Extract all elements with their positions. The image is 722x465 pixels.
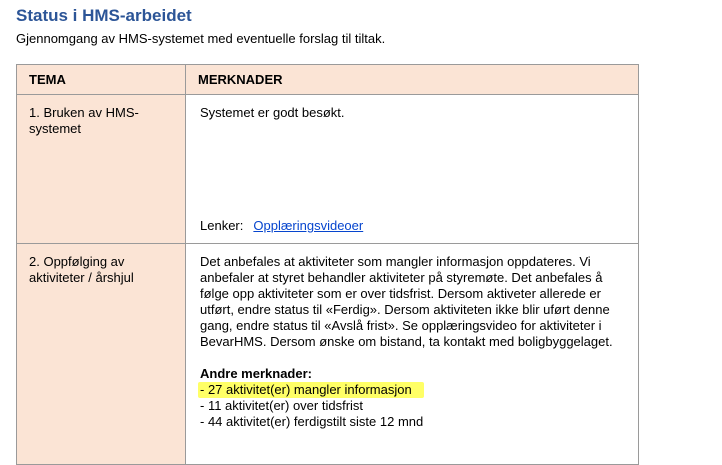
links-line <box>200 218 363 234</box>
remarks-title: Andre merknader: <box>200 366 312 381</box>
tema-cell: 1. Bruken av HMS-systemet <box>17 95 186 244</box>
merknader-cell <box>186 244 639 465</box>
training-videos-link[interactable]: Opplæringsvideoer <box>253 218 364 233</box>
remark-item: - 44 aktivitet(er) ferdigstilt siste 12 mnd <box>200 414 424 429</box>
merknader-text: Det anbefales at aktiviteter som mangler informasjon oppdateres. Vi anbefaler at styret behandler aktiviteter på styremøte. Det anbefales å følge opp aktiviteter som er over tidsfrist. Dersom aktiveter allerede er utført, endre status til «Ferdig». Dersom aktiviteten ikke blir uført denne gang, endre status til «Avslå frist». Se opplæringsvideo for aktiviteter i BevarHMS. Dersom ønske om bistand, ta kontakt med boligbyggelaget. <box>200 254 613 349</box>
table-header-row <box>17 65 639 95</box>
table-row <box>17 244 639 465</box>
remark-item <box>200 382 626 398</box>
merknader-text: Systemet er godt besøkt. <box>200 105 345 120</box>
column-header-merknader: MERKNADER <box>186 65 639 95</box>
page-title: Status i HMS-arbeidet <box>16 6 192 25</box>
hms-status-table <box>16 64 639 465</box>
links-label: Lenker: <box>200 218 244 233</box>
merknader-cell <box>186 95 639 244</box>
table-row <box>17 95 639 244</box>
highlighted-remark: - 27 aktivitet(er) mangler informasjon <box>198 382 424 398</box>
page-subtitle: Gjennomgang av HMS-systemet med eventuelle forslag til tiltak. <box>16 31 386 46</box>
tema-cell: 2. Oppfølging av aktiviteter / årshjul <box>17 244 186 465</box>
column-header-tema: TEMA <box>17 65 186 95</box>
remark-item: - 11 aktivitet(er) over tidsfrist <box>200 398 364 413</box>
